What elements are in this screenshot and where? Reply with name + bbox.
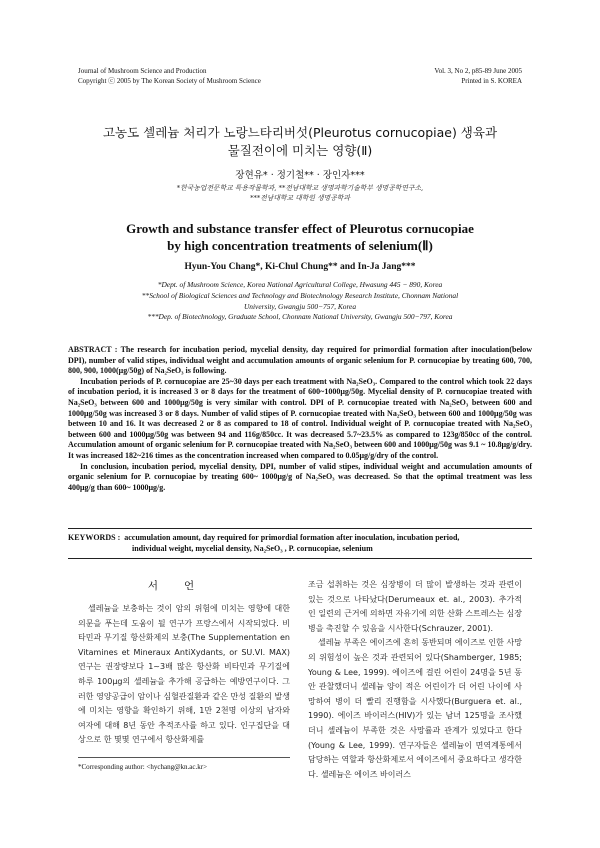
keywords (68, 533, 532, 554)
copyright: Copyright ⓒ 2005 by The Korean Society of Mushroom Science (78, 77, 261, 85)
abstract-paragraph: Incubation periods of P. cornucopiae are 25~30 days per each treatment with Na₂SeO₃. Compared to the control which took 22 days of incubation period, it is increased 3 or 8 days for the treatment of 600~1000μg/50g. Mycelial density of P. cornucopiae treated with Na₂SeO₃ between 600 and 1000μg/50g is very similar with control. DPI of P. cornucopiae treated with Na₂SeO₃ between 600 and 1000μg/50g was increased 3 or 8 days. Number of valid stipes of P. cornucopiae treated with Na₂SeO₃ between 600 and 1000μg/50g was between 10 and 16. It was decreased 2 or 8 as compared to 18 of control. Individual weight of P. cornucopiae treated with Na₂SeO₃ between 600 and 1000μg/50g was between 94 and 116g/850cc. It was decreased 5.7~23.5% as compared to 123g/850cc of the control. Accumulation amount of organic selenium for P. cornucopiae treated with Na₂SeO₃ between 600 and 1000μg/50g was 9.1 ~ 10.8μg/g/dry. It was increased 182~216 times as the concentration increased when compared to 0.05μg/g/dry of the control. (68, 376, 532, 460)
korean-authors: 장현유* · 정기철** · 장인자*** (235, 170, 365, 181)
english-title: Growth and substance transfer effect of Pleurotus cornucopiae by high concentration treatments of selenium(Ⅱ) (126, 221, 474, 253)
keywords-line1: accumulation amount, day required for primordial formation after inoculation, incubation period, (124, 533, 460, 542)
divider-top (68, 528, 532, 529)
footnote-rule (78, 757, 290, 758)
english-affiliations: *Dept. of Mushroom Science, Korea National Agricultural College, Hwasung 445 − 890, Korea **School of Biological Sciences and Technology and Biotechnology Research Institute, Chonnam National University, Gwangju 500−757, Korea ***Dep. of Biotechnology, Graduate School, Chonnam National University, Gwangju 500−797, Korea (141, 280, 459, 322)
journal-name: Journal of Mushroom Science and Production (78, 67, 207, 75)
intro-left-column (78, 602, 290, 748)
volume-info: Vol. 3, No 2, p85-89 June 2005 (434, 67, 522, 75)
intro-right-column (308, 578, 522, 782)
corresponding-author-footnote: *Corresponding author: <hychang@kn.ac.kr> (78, 763, 208, 771)
abstract-paragraph: ABSTRACT : The research for incubation period, mycelial density, day required for primordial formation after inoculation(below DPI), number of valid stipes, individual weight and accumulation amounts of organic selenium for P. cornucopiae by treating 600, 700, 800, 900, 1000(μg/50g) of Na₂SeO₃ is following. (68, 345, 532, 376)
issue-header (434, 66, 522, 86)
keywords-line2: individual weight, mycelial density, Na₂SeO₃ , P. cornucopiae, selenium (132, 543, 373, 553)
section-heading: 서언 (147, 580, 221, 592)
korean-affiliations: *한국농업전문학교 특용작물학과, **전남대학교 생명과학기술학부 생명공학연구소, ***전남대학교 대학원 생명공학과 (176, 184, 424, 202)
intro-paragraph: 셀레늄 부족은 에이즈에 흔히 동반되며 에이즈로 인한 사망의 위험성이 높은 것과 관련되어 있다(Shamberger, 1985; Young & Lee, 1999). 에이즈에 걸린 어린이 24명을 5년 동안 관찰했더니 셀레늄 양이 적은 어린이가 더 어린 나이에 사망하여 병이 더 빨리 진행함을 시사했다(Burguera et. al., 1990). 에이즈 바이러스(HIV)가 있는 남녀 125명을 조사했더니 셀레늄이 부족한 것은 사망률과 관계가 있었다고 한다(Young & Lee, 1999). 연구자들은 셀레늄이 면역계통에서 담당하는 역할과 항산화제로서 에이즈에서 중요하다고 생각한다. 셀레늄은 에이즈 바이러스 (308, 638, 522, 779)
journal-header (78, 66, 261, 86)
intro-paragraph: 셀레늄을 보충하는 것이 암의 위험에 미치는 영향에 대한 의문을 푸는데 도움이 될 연구가 프랑스에서 시작되었다. 비타민과 무기질 항산화제의 보충(The Supplementation en Vitamines et Mineraux AntiXydants, or SU.VI. MAX) 연구는 권장량보다 1~3배 많은 항산화 비타민과 무기질에 하루 100μg의 셀레늄을 추가해 공급하는 예방연구이다. 그러한 영양공급이 암이나 심혈관질환과 같은 만성 질환의 발생에 미치는 영향을 확인하기 위해, 1만 2천명 이상의 남자와 여자에 대해 8년 동안 추적조사를 하고 있다. 인구집단을 대상으로 한 몇몇 연구에서 항산화제를 (78, 604, 290, 745)
keywords-label: KEYWORDS : (68, 533, 121, 542)
abstract (68, 345, 532, 493)
intro-paragraph: 조금 섭취하는 것은 심장병이 더 많이 발생하는 것과 관련이 있는 것으로 나타났다(Derumeaux et. al., 2003). 추가적인 일련의 근거에 의하면 자유기에 의한 산화 스트레스는 심장병을 촉진할 수 있음을 시사한다(Schrauzer, 2001). (308, 580, 522, 633)
english-authors: Hyun-You Chang*, Ki-Chul Chung** and In-Ja Jang*** (184, 262, 416, 272)
printed-in: Printed in S. KOREA (461, 77, 522, 85)
divider-bottom (68, 558, 532, 559)
korean-title: 고농도 셀레늄 처리가 노랑느타리버섯(Pleurotus cornucopiae) 생육과 물질전이에 미치는 영향(Ⅱ) (102, 125, 498, 158)
abstract-paragraph: In conclusion, incubation period, mycelial density, DPI, number of valid stipes, individual weight and accumulation amounts of organic selenium for P. cornucopiae by treating 600~ 1000μg/g of Na₂SeO₃ was decreased. So that the optimal treatment was less 400μg/g than 600~ 1000μg/g. (68, 461, 532, 492)
